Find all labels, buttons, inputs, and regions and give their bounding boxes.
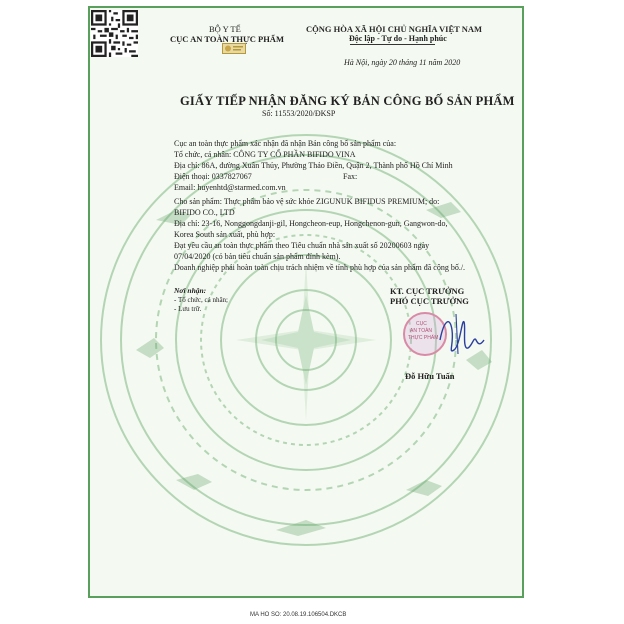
stamp-text: AN TOÀN [410,328,433,334]
intro-line: Cục an toàn thực phẩm xác nhận đã nhận Bản công bố sản phẩm của: [174,139,397,148]
standard-line-1: Đạt yêu cầu an toàn thực phẩm theo Tiêu chuẩn nhà sản xuất số 20200603 ngày [174,241,430,250]
standard-line-2: 07/04/2020 (có bản tiêu chuẩn sản phẩm đính kèm). [174,252,341,261]
republic-name: CỘNG HÒA XÃ HỘI CHỦ NGHĨA VIỆT NAM [306,24,483,34]
manufacturer-address-line-1: Địa chỉ: 23-16, Nonggongdanji-gil, Hongcheon-eup, Hongchenon-gun, Gangwon-do, [174,219,448,228]
recipient-item: - Lưu trữ. [174,305,202,313]
email-line: Email: huyenhtd@starmed.com.vn [174,183,286,192]
signer-title-2: PHÓ CỤC TRƯỞNG [390,296,469,306]
responsibility-line: Doanh nghiệp phải hoàn toàn chịu trách nhiệm về tính phù hợp của sản phẩm đã công bố./. [174,263,466,272]
department-logo-icon [222,43,246,54]
organization-address: Địa chỉ: 86A, đường Xuân Thủy, Phường Thảo Điền, Quận 2, Thành phố Hồ Chí Minh [174,161,453,170]
fax-line: Fax: [343,172,358,181]
recipient-item: - Tổ chức, cá nhân; [174,296,229,304]
stamp-text: THỰC PHẨM [408,335,439,341]
national-motto: Độc lập - Tự do - Hạnh phúc [349,34,447,43]
signer-title-1: KT. CỤC TRƯỞNG [390,286,465,296]
dossier-code: MA HO SO: 20.08.19.106504.DKCB [250,612,347,618]
manufacturer-line: BIFIDO CO., LTD [174,208,235,217]
phone-line: Điện thoại: 0337827067 [174,172,252,181]
place-date: Hà Nội, ngày 20 tháng 11 năm 2020 [344,58,461,67]
signer-name: Đỗ Hữu Tuấn [405,371,455,381]
department-name: CỤC AN TOÀN THỰC PHẨM [170,34,284,44]
handwritten-signature [436,310,488,358]
registration-number: Số: 11553/2020/ĐKSP [262,109,336,118]
organization-line: Tổ chức, cá nhân: CÔNG TY CỔ PHẦN BIFIDO VINA [174,150,356,159]
manufacturer-address-line-2: Korea South sản xuất, phù hợp: [174,230,276,239]
recipients-label: Nơi nhận: [174,286,207,295]
document-title: GIẤY TIẾP NHẬN ĐĂNG KÝ BẢN CÔNG BỐ SẢN PHẨM [180,94,515,108]
motto-underline [350,44,435,45]
qr-code-icon [91,10,138,57]
product-line: Cho sản phẩm: Thực phẩm bảo vệ sức khỏe ZIGUNUK BIFIDUS PREMIUM; do: [174,197,440,206]
stamp-text: CỤC [416,321,427,327]
ministry-name: BỘ Y TẾ [209,24,241,34]
